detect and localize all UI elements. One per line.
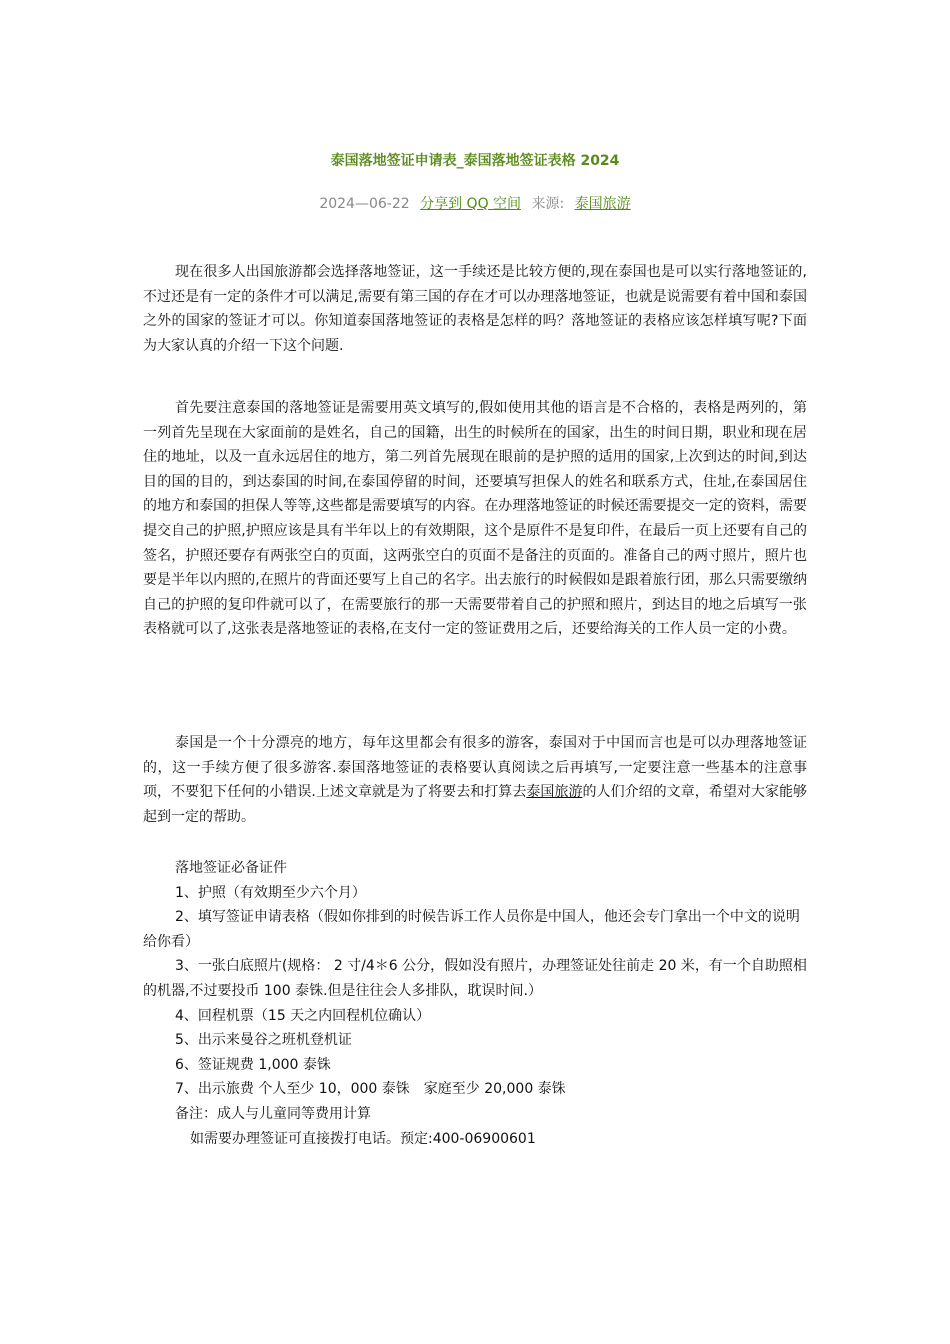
closing-text-after: 的人们介绍的文章，希望对大家能够起到一定的帮助。	[143, 784, 808, 825]
article-meta	[0, 193, 950, 215]
list-item: 2、填写签证申请表格（假如你排到的时候告诉工作人员你是中国人，他还会专门拿出一个中文的说明给你看）	[143, 909, 800, 950]
thailand-travel-link[interactable]: 泰国旅游	[526, 784, 583, 801]
share-qq-link[interactable]: 分享到 QQ 空间	[420, 196, 522, 212]
fee-note: 备注：成人与儿童同等费用计算	[175, 1105, 371, 1122]
list-item: 4、回程机票（15 天之内回程机位确认）	[175, 1007, 431, 1024]
requirements-heading: 落地签证必备证件	[175, 860, 287, 876]
article-title: 泰国落地签证申请表_泰国落地签证表格 2024	[330, 153, 620, 169]
list-item: 3、一张白底照片(规格： 2 寸/4＊6 公分，假如没有照片，办理签证处往前走 20 米，有一个自助照相的机器,不过要投币 100 泰铢.但是往往会人多排队，耽误时间.）	[143, 958, 807, 999]
requirements-paragraph: 首先要注意泰国的落地签证是需要用英文填写的,假如使用其他的语言是不合格的，表格是两列的，第一列首先呈现在大家面前的是姓名，自己的国籍，出生的时候所在的国家，出生的时间日期，职业和现在居住的地址，以及一直永远居住的地方，第二列首先展现在眼前的是护照的适用的国家,上次到达的时间,到达目的国的目的，到达泰国的时间,在泰国停留的时间，还要填写担保人的姓名和联系方式，住址,在泰国居住的地方和泰国的担保人等等,这些都是需要填写的内容。在办理落地签证的时候还需要提交一定的资料，需要提交自己的护照,护照应该是具有半年以上的有效期限，这个是原件不是复印件，在最后一页上还要有自己的签名，护照还要存有两张空白的页面，这两张空白的页面不是备注的页面的。准备自己的两寸照片，照片也要是半年以内照的,在照片的背面还要写上自己的名字。出去旅行的时候假如是跟着旅行团，那么只需要缴纳自己的护照的复印件就可以了，在需要旅行的那一天需要带着自己的护照和照片，到达目的地之后填写一张表格就可以了,这张表是落地签证的表格,在支付一定的签证费用之后，还要给海关的工作人员一定的小费。	[143, 400, 807, 638]
source-label: 来源:	[531, 196, 565, 212]
requirements-list	[143, 856, 807, 1151]
closing-paragraph	[143, 731, 807, 829]
source-link[interactable]: 泰国旅游	[574, 196, 631, 212]
intro-paragraph: 现在很多人出国旅游都会选择落地签证，这一手续还是比较方便的,现在泰国也是可以实行落地签证的,不过还是有一定的条件才可以满足,需要有第三国的存在才可以办理落地签证，也就是说需要有着中国和泰国之外的国家的签证才可以。你知道泰国落地签证的表格是怎样的吗？落地签证的表格应该怎样填写呢?下面为大家认真的介绍一下这个问题.	[143, 264, 807, 354]
publish-date: 2024—06-22	[319, 196, 410, 212]
list-item: 7、出示旅费 个人至少 10，000 泰铢 家庭至少 20,000 泰铢	[175, 1081, 566, 1098]
contact-line: 如需要办理签证可直接拨打电话。预定:400-06900601	[190, 1130, 536, 1147]
list-item: 6、签证规费 1,000 泰铢	[175, 1056, 331, 1073]
closing-text-before: 泰国是一个十分漂亮的地方，每年这里都会有很多的游客，泰国对于中国而言也是可以办理落地签证的，这一手续方便了很多游客.泰国落地签证的表格要认真阅读之后再填写,一定要注意一些基本的注意事项，不要犯下任何的小错误.上述文章就是为了将要去和打算去	[143, 735, 807, 801]
list-item: 5、出示来曼谷之班机登机证	[175, 1032, 352, 1049]
list-item: 1、护照（有效期至少六个月）	[175, 884, 366, 901]
